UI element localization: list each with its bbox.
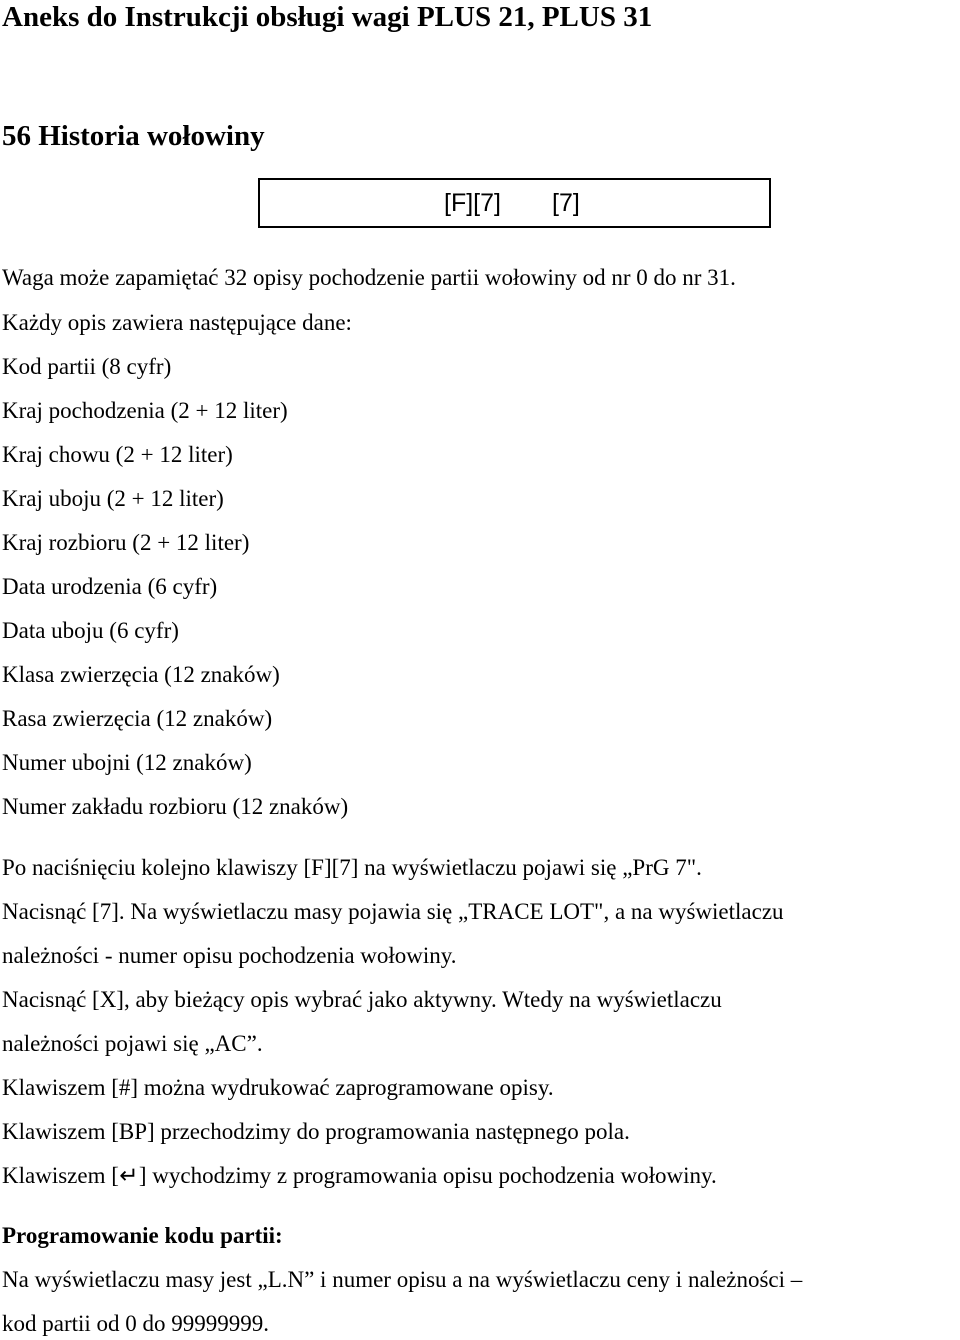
key-sequence-box bbox=[258, 178, 771, 228]
instruction-line: należności pojawi się „AC”. bbox=[2, 1031, 263, 1056]
instruction-line: Po naciśnięciu kolejno klawiszy [F][7] na wyświetlaczu pojawi się „PrG 7". bbox=[2, 855, 702, 880]
field-item: Kraj chowu (2 + 12 liter) bbox=[2, 442, 233, 467]
subsection-line: kod partii od 0 do 99999999. bbox=[2, 1311, 270, 1336]
instruction-line: należności - numer opisu pochodzenia wołowiny. bbox=[2, 943, 457, 968]
subsection-line: Na wyświetlaczu masy jest „L.N” i numer opisu a na wyświetlaczu ceny i należności – bbox=[2, 1267, 803, 1292]
enter-key-icon: ↵ bbox=[119, 1163, 139, 1188]
instruction-line: Klawiszem [BP] przechodzimy do programowania następnego pola. bbox=[2, 1119, 630, 1144]
field-item: Numer ubojni (12 znaków) bbox=[2, 750, 252, 775]
field-item: Kraj rozbioru (2 + 12 liter) bbox=[2, 530, 250, 555]
exit-text-after: ] wychodzimy z programowania opisu pochodzenia wołowiny. bbox=[138, 1163, 717, 1188]
exit-text-before: Klawiszem [ bbox=[2, 1163, 119, 1188]
document-title: Aneks do Instrukcji obsługi wagi PLUS 21, PLUS 31 bbox=[2, 1, 653, 33]
field-item: Data uboju (6 cyfr) bbox=[2, 618, 179, 643]
field-item: Kraj uboju (2 + 12 liter) bbox=[2, 486, 224, 511]
subsection-title: Programowanie kodu partii: bbox=[2, 1223, 283, 1248]
field-item: Kraj pochodzenia (2 + 12 liter) bbox=[2, 398, 288, 423]
field-item: Numer zakładu rozbioru (12 znaków) bbox=[2, 794, 349, 819]
intro-line: Każdy opis zawiera następujące dane: bbox=[2, 310, 352, 335]
instruction-line: Klawiszem [#] można wydrukować zaprogramowane opisy. bbox=[2, 1075, 554, 1100]
key-sequence-primary: [F][7] bbox=[444, 189, 501, 217]
field-item: Kod partii (8 cyfr) bbox=[2, 354, 172, 379]
key-sequence-secondary: [7] bbox=[552, 189, 580, 217]
intro-line: Waga może zapamiętać 32 opisy pochodzenie partii wołowiny od nr 0 do nr 31. bbox=[2, 265, 736, 290]
instruction-line: Nacisnąć [7]. Na wyświetlaczu masy pojawia się „TRACE LOT", a na wyświetlaczu bbox=[2, 899, 784, 924]
instruction-line: Nacisnąć [X], aby bieżący opis wybrać jako aktywny. Wtedy na wyświetlaczu bbox=[2, 987, 722, 1012]
section-title: 56 Historia wołowiny bbox=[2, 120, 265, 152]
field-item: Rasa zwierzęcia (12 znaków) bbox=[2, 706, 273, 731]
instruction-line-exit bbox=[2, 1162, 717, 1190]
field-item: Data urodzenia (6 cyfr) bbox=[2, 574, 218, 599]
field-item: Klasa zwierzęcia (12 znaków) bbox=[2, 662, 280, 687]
